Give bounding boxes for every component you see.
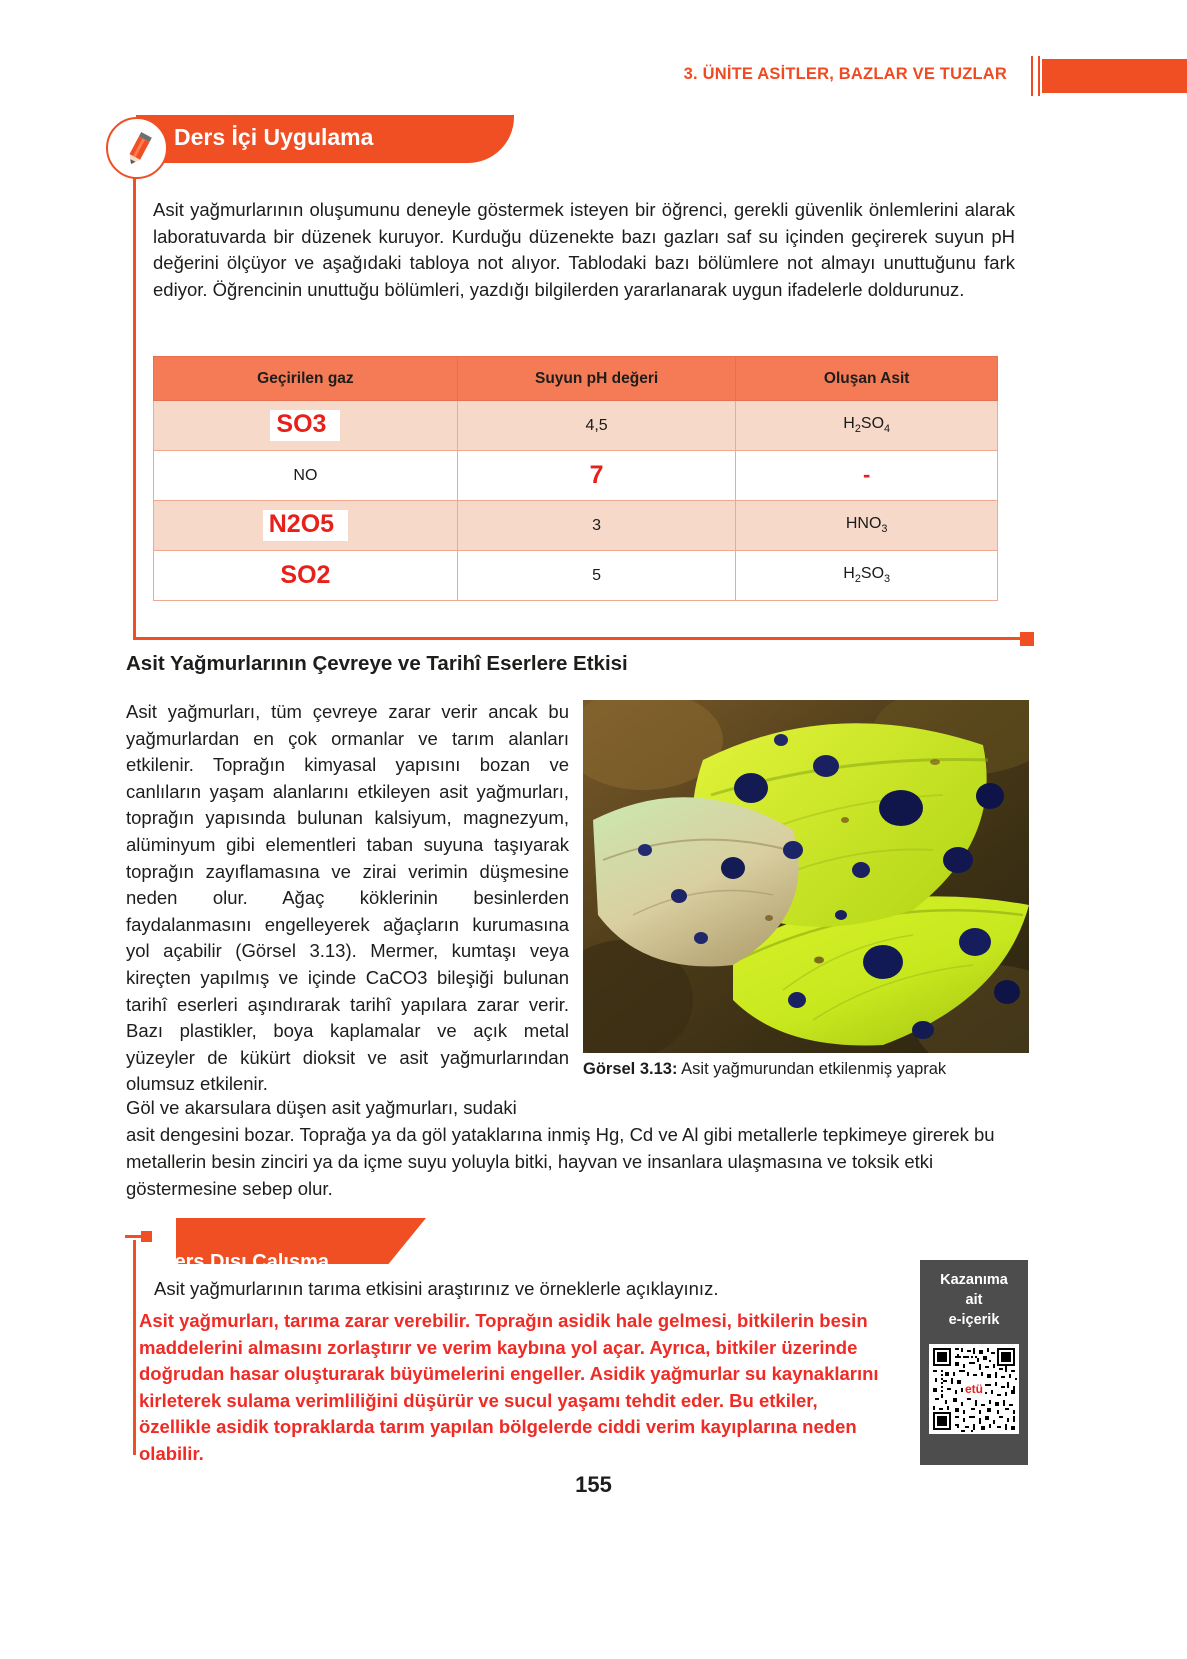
table-header-acid: Oluşan Asit <box>736 357 998 401</box>
leaf-photo-illustration <box>583 700 1029 1053</box>
filled-answer-gas: SO3 <box>270 410 340 440</box>
filled-answer-ph: 7 <box>589 461 604 490</box>
table-cell-ph <box>457 451 736 501</box>
table-cell-ph: 4,5 <box>457 401 736 451</box>
figure-caption <box>583 1058 1029 1080</box>
qr-panel-line3: e-içerik <box>948 1312 1000 1328</box>
qr-panel-title <box>920 1260 1028 1330</box>
header-bar-block <box>1042 59 1187 93</box>
qr-code-svg <box>929 1344 1019 1434</box>
filled-answer-acid: - <box>863 462 871 487</box>
e-content-qr-panel[interactable] <box>920 1260 1028 1465</box>
figure-leaf-photo <box>583 700 1029 1053</box>
acid-subscript: 2 <box>854 423 861 436</box>
acid-formula-part: H <box>843 565 855 583</box>
table-row <box>154 401 998 451</box>
table-cell-acid <box>736 401 998 451</box>
table-cell-acid <box>736 551 998 601</box>
page-number: 155 <box>575 1472 612 1497</box>
unit-title: 3. ÜNİTE ASİTLER, BAZLAR VE TUZLAR <box>683 65 1007 83</box>
table-cell-ph: 3 <box>457 501 736 551</box>
table-cell-gas <box>154 401 458 451</box>
outside-activity-banner-label: Ders Dışı Çalışma <box>160 1251 329 1273</box>
table-cell-acid <box>736 501 998 551</box>
table-cell-gas <box>154 501 458 551</box>
acid-subscript: 3 <box>884 573 891 586</box>
experiment-table <box>153 356 998 601</box>
pencil-icon-circle <box>106 117 168 179</box>
section-wide-paragraph <box>126 1094 1029 1202</box>
outside-activity-answer: Asit yağmurları, tarıma zarar verebilir. Toprağın asidik hale gelmesi, bitkilerin besin maddelerini almasını zorlaştırır ve verim kaybına yol açar. Ayrıca, bitkiler üzerinde doğrudan hasar oluşturarak büyümelerini engeller. Asidik yağmurlar su kaynaklarını kirleterek sulama verimliliğini düşürür ve sucul yaşamı tehdit eder. Bu etkiler, özellikle asidik topraklarda tarım yapılan bölgelerde ciddi verim kayıplarına neden olabilir. <box>139 1310 879 1464</box>
table-cell-gas: NO <box>154 451 458 501</box>
table-cell-gas <box>154 551 458 601</box>
lesson-activity-box <box>133 124 1028 640</box>
acid-subscript: 2 <box>854 573 861 586</box>
outside-activity-prompt: Asit yağmurlarının tarıma etkisini araştırınız ve örneklerle açıklayınız. <box>154 1278 719 1299</box>
qr-panel-line1: Kazanıma <box>940 1272 1008 1288</box>
pencil-icon <box>121 130 157 168</box>
svg-text:etü: etü <box>965 1381 983 1396</box>
lesson-activity-intro: Asit yağmurlarının oluşumunu deneyle göstermek isteyen bir öğrenci, gerekli güvenlik önlemlerini alarak laboratuvarda bir düzenek kuruyor. Kurduğu düzenekte bazı gazları saf su içinden geçirerek suyun pH değerini ölçüyor ve aşağıdaki tabloya not alıyor. Tablodaki bazı bölümlere not almayı unuttuğunu fark ediyor. Öğrencinin unuttuğu bölümleri, yazdığı bilgilerden yararlanarak uygun ifadelerle doldurunuz. <box>153 199 1015 300</box>
table-header-row <box>154 357 998 401</box>
header-tick-decoration <box>1031 56 1040 96</box>
header-decoration <box>1017 56 1187 96</box>
table-row <box>154 451 998 501</box>
acid-subscript: 4 <box>884 423 891 436</box>
table-cell-acid <box>736 451 998 501</box>
outside-activity-box <box>133 1240 893 1464</box>
wide-paragraph-rest: asit dengesini bozar. Toprağa ya da göl yataklarına inmiş Hg, Cd ve Al gibi metallerle tepkimeye girerek bu metallerin besin zinciri ya da içme suyu yoluyla bitki, hayvan ve insanlara ulaşmasına ve toksik etki göstermesine sebep olur. <box>126 1124 995 1199</box>
acid-formula-part: HNO <box>845 515 882 533</box>
qr-panel-line2: ait <box>965 1292 983 1308</box>
table-header-ph: Suyun pH değeri <box>457 357 736 401</box>
filled-answer-gas: SO2 <box>280 561 331 590</box>
lesson-activity-banner <box>136 115 514 163</box>
acid-subscript: 3 <box>881 523 888 536</box>
page-header <box>0 56 1187 96</box>
figure-caption-label: Görsel 3.13: <box>583 1060 678 1078</box>
acid-formula-part: SO <box>860 415 885 433</box>
acid-formula-part: SO <box>860 565 885 583</box>
table-cell-ph: 5 <box>457 551 736 601</box>
figure-caption-text: Asit yağmurundan etkilenmiş yaprak <box>677 1060 947 1078</box>
qr-code-icon[interactable] <box>929 1344 1019 1434</box>
wide-paragraph-first-line: Göl ve akarsulara düşen asit yağmurları, sudaki <box>126 1097 517 1118</box>
section-left-column-text: Asit yağmurları, tüm çevreye zarar verir ancak bu yağmurlardan en çok ormanlar ve tarım alanları etkilenir. Toprağın kimyasal yapısını bozan ve canlıların yaşam alanlarını etkileyen asit yağmurları, toprağın yapısında bulunan kalsiyum, magnezyum, alüminyum gibi elementleri taban suyuna taşıyarak toprağın zayıflamasına ve zirai verimin düşmesine neden olur. Ağaç köklerinin besinlerden faydalanmasını engelleyerek ağaçların kurumasına yol açabilir (Görsel 3.13). Mermer, kumtaşı veya kireçten yapılmış ve içinde CaCO3 bileşiği bulunan tarihî eserleri aşındırarak tarihî yapılara zarar verir. Bazı plastikler, boya kaplamalar ve açık metal yüzeyler de kükürt dioksit ve asit yağmurlarından olumsuz etkilenir. <box>126 701 569 1095</box>
table-row <box>154 551 998 601</box>
acid-formula-part: H <box>843 415 855 433</box>
lesson-activity-banner-label: Ders İçi Uygulama <box>174 124 374 150</box>
table-header-gas: Geçirilen gaz <box>154 357 458 401</box>
filled-answer-gas: N2O5 <box>263 510 348 540</box>
table-row <box>154 501 998 551</box>
outside-activity-tick-square <box>141 1231 152 1242</box>
section-heading: Asit Yağmurlarının Çevreye ve Tarihî Eserlere Etkisi <box>126 652 628 675</box>
